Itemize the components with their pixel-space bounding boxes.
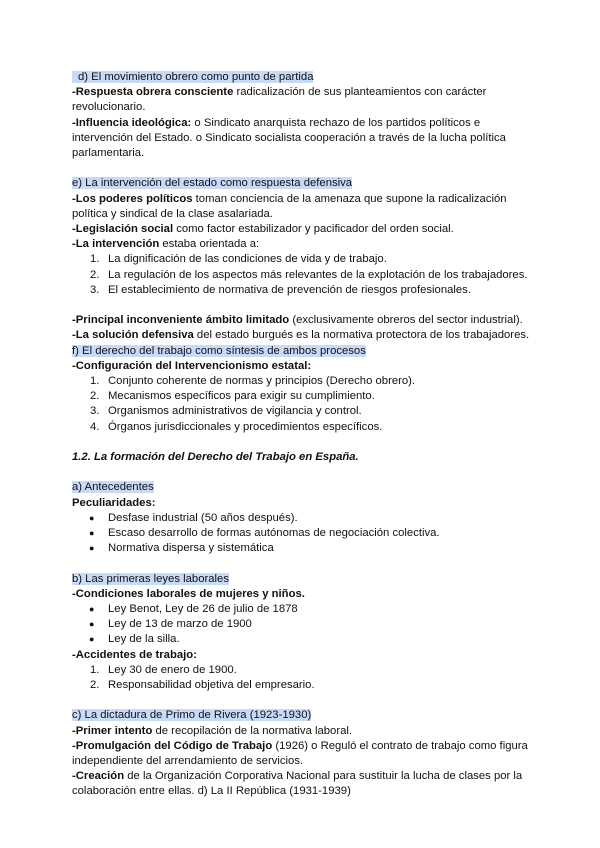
section-f: [72, 344, 532, 359]
section-d: [72, 70, 532, 85]
bullet-icon: ●: [89, 512, 95, 523]
paragraph: [72, 648, 532, 663]
paragraph-label: -Los poderes políticos: [72, 192, 193, 205]
paragraph-text: como factor estabilizador y pacificador del orden social.: [173, 223, 454, 236]
paragraph-text: o Sindicato anarquista rechazo de los partidos políticos e intervención del Estado. o Sindicato socialista cooperación a través de la lucha política parlamentaria.: [72, 116, 506, 160]
paragraph-label: -Primer intento: [72, 724, 153, 737]
paragraph-label: -Creación: [72, 770, 125, 783]
paragraph: [72, 496, 532, 511]
section-a-heading: a) Antecedentes: [72, 481, 154, 494]
list-item: 1. Ley 30 de enero de 1900.: [90, 663, 237, 676]
section-c: [72, 708, 532, 723]
bullet-item: ● Desfase industrial (50 años después).: [72, 511, 532, 526]
paragraph: [72, 587, 532, 602]
paragraph-text: de recopilación de la normativa laboral.: [152, 724, 353, 737]
paragraph: [72, 192, 532, 222]
list-item: 3. El establecimiento de normativa de prevención de riesgos profesionales.: [90, 283, 471, 296]
paragraph-label: -Influencia ideológica:: [72, 116, 192, 129]
paragraph: [72, 724, 532, 739]
paragraph-label: -Accidentes de trabajo:: [72, 648, 197, 661]
paragraph-text: toman conciencia de la amenaza que supone la radicalización política y sindical de la clase asalariada.: [72, 192, 507, 220]
bullet-item: ● Normativa dispersa y sistemática: [72, 541, 532, 556]
paragraph-text: (1926) o Reguló el contrato de trabajo como figura independiente del arrendamiento de servicios.: [72, 739, 528, 768]
paragraph-label: -Promulgación del Código de Trabajo: [72, 739, 273, 752]
list-item: 3. Organismos administrativos de vigilancia y control.: [90, 405, 362, 418]
bullet-item: ● Ley de 13 de marzo de 1900: [72, 617, 532, 632]
section-e: [72, 176, 532, 191]
paragraph-label: -Legislación social: [72, 223, 174, 236]
list-item: 4. Órganos jurisdiccionales y procedimientos específicos.: [90, 420, 383, 433]
bullet-item: ● Ley Benot, Ley de 26 de julio de 1878: [72, 602, 532, 617]
paragraph-label: Peculiaridades:: [72, 496, 156, 509]
paragraph-text: estaba orientada a:: [159, 238, 260, 251]
paragraph-label: -Principal inconveniente ámbito limitado: [72, 314, 290, 327]
list-item: 2. Mecanismos específicos para exigir su cumplimiento.: [90, 390, 375, 403]
paragraph: [72, 769, 532, 799]
section-b: [72, 572, 532, 587]
bullet-item: ● Ley de la silla.: [72, 632, 532, 647]
section-d-heading: d) El movimiento obrero como punto de partida: [72, 71, 313, 83]
bullet-icon: ●: [89, 543, 95, 554]
bullet-item: ● Escaso desarrollo de formas autónomas de negociación colectiva.: [72, 526, 532, 541]
paragraph-text: del estado burgués es la normativa protectora de los trabajadores.: [193, 329, 530, 342]
paragraph-label: -Configuración del Intervencionismo estatal:: [72, 359, 312, 372]
paragraph-label: -Condiciones laborales de mujeres y niños.: [72, 587, 305, 600]
section-b-heading: b) Las primeras leyes laborales: [72, 572, 229, 585]
section-e-heading: e) La intervención del estado como respuesta defensiva: [72, 177, 353, 190]
paragraph: [72, 313, 532, 328]
section-title: 1.2. La formación del Derecho del Trabajo en España.: [72, 451, 359, 464]
document-body: [72, 70, 532, 800]
section-a: [72, 480, 532, 495]
paragraph: [72, 328, 532, 343]
paragraph-text: de la Organización Corporativa Nacional para sustituir la lucha de clases por la colaboración entre ellas. d) La II República (1931-1939): [72, 770, 523, 798]
paragraph: [72, 85, 532, 115]
bullet-icon: ●: [89, 528, 95, 539]
paragraph-label: -La intervención: [72, 238, 160, 251]
list-item: 2. La regulación de los aspectos más relevantes de la explotación de los trabajadores.: [90, 268, 528, 281]
bullet-icon: ●: [89, 604, 95, 615]
list-item: 1. Conjunto coherente de normas y principios (Derecho obrero).: [90, 375, 416, 388]
paragraph: [72, 359, 532, 374]
section-c-heading: c) La dictadura de Primo de Rivera (1923-1930): [72, 709, 312, 722]
bullet-icon: ●: [89, 634, 95, 645]
paragraph: [72, 222, 532, 237]
list-item: 2. Responsabilidad objetiva del empresario.: [90, 679, 315, 692]
section-f-heading: f) El derecho del trabajo como síntesis de ambos procesos: [72, 344, 366, 357]
paragraph-text: (exclusivamente obreros del sector industrial).: [289, 314, 523, 327]
paragraph: [72, 739, 532, 769]
paragraph: [72, 237, 532, 252]
paragraph: [72, 116, 532, 162]
paragraph-label: -Respuesta obrera consciente: [72, 86, 234, 99]
bullet-icon: ●: [89, 619, 95, 630]
paragraph-label: -La solución defensiva: [72, 329, 194, 342]
paragraph-text: radicalización de sus planteamientos con carácter revolucionario.: [72, 86, 487, 114]
list-item: 1. La dignificación de las condiciones de vida y de trabajo.: [90, 253, 387, 266]
